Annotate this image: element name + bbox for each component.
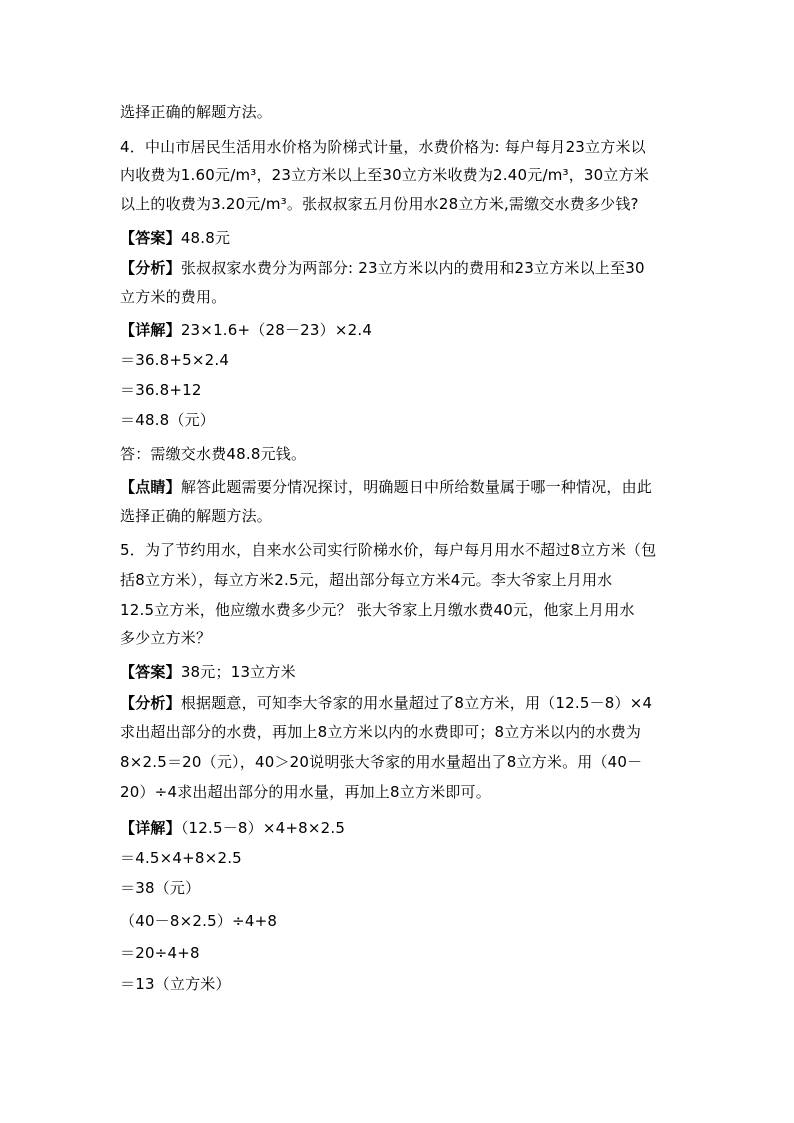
q5-detail-line-4: （40－8×2.5）÷4+8: [120, 912, 278, 930]
q4-reply: 答：需缴交水费48.8元钱。: [120, 445, 307, 463]
q5-analysis-line-1: 【分析】根据题意，可知李大爷家的用水量超过了8立方米，用（12.5－8）×4: [120, 694, 653, 712]
q4-stem-line-1: 4．中山市居民生活用水价格为阶梯式计量，水费价格为: 每户每月23立方米以: [120, 138, 646, 156]
q5-stem-line-1: 5．为了节约用水，自来水公司实行阶梯水价，每户每月用水不超过8立方米（包: [120, 541, 657, 559]
q4-stem-line-2: 内收费为1.60元/m³，23立方米以上至30立方米收费为2.40元/m³，30立方米: [120, 166, 650, 184]
q4-dianjing-line-1: 【点睛】解答此题需要分情况探讨，明确题日中所给数量属于哪一种情况，由此: [120, 478, 653, 496]
q4-detail-line-2: ＝36.8+5×2.4: [120, 351, 230, 369]
analysis-tag: 【分析】: [120, 694, 181, 712]
detail-tag: 【详解】: [120, 321, 181, 339]
q5-detail-line-1: 【详解】（12.5－8）×4+8×2.5: [120, 819, 346, 837]
q5-detail-line-2: ＝4.5×4+8×2.5: [120, 849, 242, 867]
detail-tag: 【详解】: [120, 819, 181, 837]
q5-analysis-line-4: 20）÷4求出超出部分的用水量，再加上8立方米即可。: [120, 783, 491, 801]
q4-analysis-line-1: 【分析】张叔叔家水费分为两部分: 23立方米以内的费用和23立方米以上至30: [120, 259, 645, 277]
q4-stem-line-3: 以上的收费为3.20元/m³。张叔叔家五月份用水28立方米,需缴交水费多少钱?: [120, 195, 639, 213]
answer-tag: 【答案】: [120, 663, 181, 681]
q5-detail-line-5: ＝20÷4+8: [120, 944, 200, 962]
q5-stem-line-4: 多少立方米？: [120, 629, 212, 647]
q5-analysis-line-3: 8×2.5＝20（元），40＞20说明张大爷家的用水量超出了8立方米。用（40－: [120, 753, 643, 771]
q5-analysis-line-2: 求出超出部分的水费，再加上8立方米以内的水费即可；8立方米以内的水费为: [120, 723, 642, 741]
q5-answer: 【答案】38元；13立方米: [120, 663, 296, 681]
q4-detail-line-4: ＝48.8（元）: [120, 411, 215, 429]
q4-analysis-line-2: 立方米的费用。: [120, 288, 227, 306]
answer-tag: 【答案】: [120, 229, 181, 247]
q4-answer: 【答案】48.8元: [120, 229, 231, 247]
dianjing-tag: 【点睛】: [120, 478, 181, 496]
q4-detail-line-1: 【详解】23×1.6+（28－23）×2.4: [120, 321, 373, 339]
q4-dianjing-line-2: 选择正确的解题方法。: [120, 507, 273, 525]
q5-detail-line-3: ＝38（元）: [120, 879, 201, 897]
q5-stem-line-3: 12.5立方米，他应缴水费多少元？ 张大爷家上月缴水费40元，他家上月用水: [120, 601, 635, 619]
q4-detail-line-3: ＝36.8+12: [120, 381, 202, 399]
q5-detail-line-6: ＝13（立方米）: [120, 975, 231, 993]
analysis-tag: 【分析】: [120, 259, 181, 277]
q5-stem-line-2: 括8立方米），每立方米2.5元，超出部分每立方米4元。李大爷家上月用水: [120, 571, 613, 589]
q3-dianjing-end: 选择正确的解题方法。: [120, 103, 273, 121]
